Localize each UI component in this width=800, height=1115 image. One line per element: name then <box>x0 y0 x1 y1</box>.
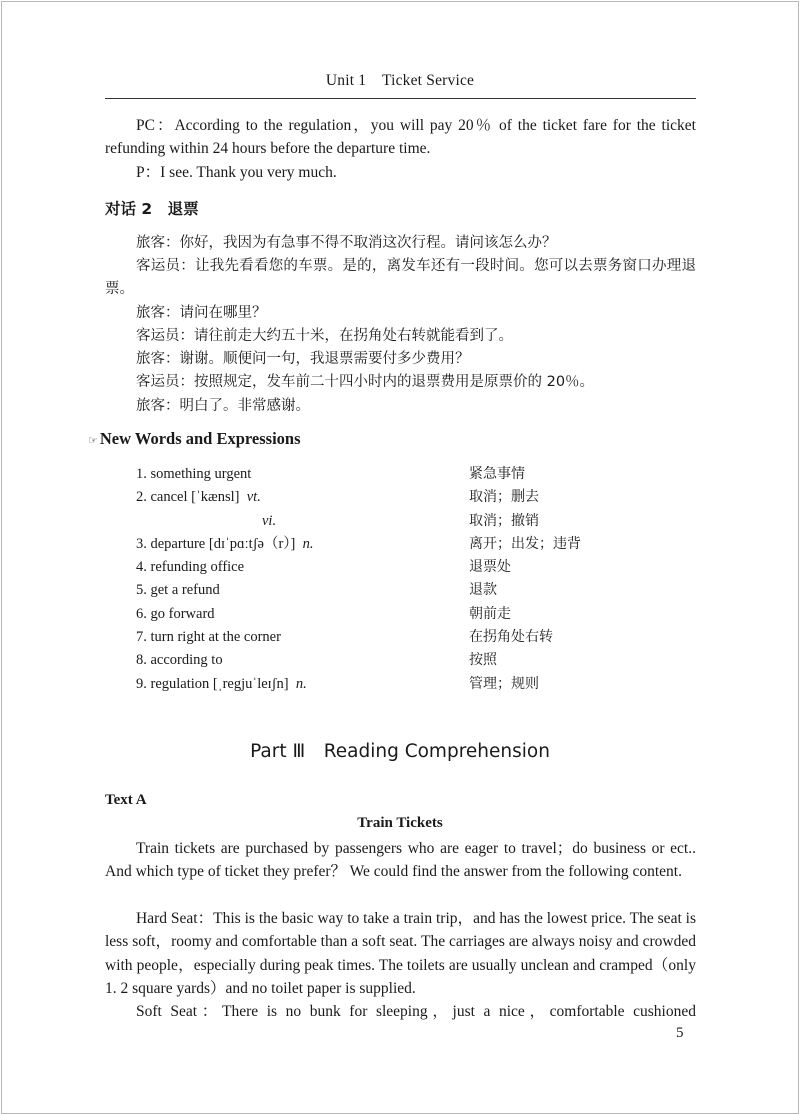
part-title: Part Ⅲ Reading Comprehension <box>250 741 550 762</box>
vocab-term: 7. turn right at the corner <box>136 629 281 646</box>
vocab-term: 1. something urgent <box>136 466 252 482</box>
text-title: Train Tickets <box>357 815 443 831</box>
vocab-item <box>136 626 696 649</box>
dialogue2-line: 旅客：请问在哪里？ <box>136 305 267 321</box>
vocab-term-line <box>136 673 307 696</box>
dialogue-line-pc: PC：According to the regulation，you will pay 20％ of the ticket fare for the ticket refunding within 24 hours before the departure time. <box>105 117 696 158</box>
dialogue2-line: 旅客：明白了。非常感谢。 <box>136 398 310 414</box>
body-paragraph: Train tickets are purchased by passengers who are eager to travel；do business or ect.. And which type of ticket they prefer？ We could find the answer from the following content. <box>105 840 696 881</box>
vocab-term: 2. cancel [ˈkænsl] <box>136 489 240 506</box>
vocab-pos: n. <box>302 535 314 552</box>
vocab-item <box>136 486 696 509</box>
vocab-meaning: 紧急事情 <box>469 466 525 482</box>
vocab-meaning: 朝前走 <box>469 605 511 622</box>
vocab-pos: vt. <box>246 489 261 506</box>
vocab-item <box>136 510 696 533</box>
page-number: 5 <box>676 1025 684 1041</box>
dialogue2-line: 旅客：谢谢。顺便问一句，我退票需要付多少费用？ <box>136 351 470 367</box>
dialogue2-line: 旅客：你好，我因为有急事不得不取消这次行程。请问该怎么办？ <box>136 235 557 251</box>
pointing-hand-icon: ☞ <box>88 435 98 447</box>
vocab-term: 4. refunding office <box>136 559 245 576</box>
dialogue2-line: 客运员：请往前走大约五十米，在拐角处右转就能看到了。 <box>136 328 513 344</box>
vocab-item <box>136 649 696 672</box>
running-head: Unit 1 Ticket Service <box>325 72 475 89</box>
vocab-term: 9. regulation [ˌregjuˈleɪʃn] <box>136 675 289 692</box>
vocab-term-line <box>136 533 314 556</box>
vocab-meaning: 按照 <box>469 652 497 669</box>
new-words-heading-text: New Words and Expressions <box>99 429 301 448</box>
dialogue-line-p: P：I see. Thank you very much. <box>136 164 337 181</box>
vocab-meaning: 取消；删去 <box>469 489 539 506</box>
vocab-term: 6. go forward <box>136 605 215 622</box>
vocab-term: 3. departure [dɪˈpɑːtʃə（r）] <box>136 535 296 552</box>
vocab-term-line <box>262 510 276 533</box>
vocab-meaning: 退票处 <box>469 559 511 576</box>
vocab-term-line <box>136 486 261 509</box>
new-words-heading <box>88 429 301 449</box>
vocab-meaning: 取消；撤销 <box>469 512 539 529</box>
vocab-meaning: 管理；规则 <box>469 675 539 692</box>
dialogue2-heading: 对话 2 退票 <box>105 200 199 218</box>
vocabulary-list <box>136 463 696 696</box>
header-rule <box>105 98 696 99</box>
vocab-meaning: 退款 <box>469 582 497 599</box>
vocab-pos: n. <box>295 675 307 692</box>
vocab-item <box>136 673 696 696</box>
vocab-meaning: 在拐角处右转 <box>469 629 553 646</box>
vocab-item <box>136 603 696 626</box>
text-label: Text A <box>105 792 147 808</box>
vocab-pos: vi. <box>262 512 277 529</box>
vocab-term: 8. according to <box>136 652 223 669</box>
vocab-item <box>136 533 696 556</box>
vocab-item <box>136 463 696 486</box>
dialogue2-line: 客运员：按照规定，发车前二十四小时内的退票费用是原票价的 20％。 <box>136 374 595 390</box>
dialogue2-line: 客运员：让我先看看您的车票。是的，离发车还有一段时间。您可以去票务窗口办理退票。 <box>105 258 696 298</box>
body-paragraph: Soft Seat：There is no bunk for sleeping，just a nice，comfortable cushioned <box>136 1003 696 1020</box>
vocab-meaning: 离开；出发；违背 <box>469 535 581 552</box>
body-paragraph: Hard Seat：This is the basic way to take a train trip，and has the lowest price. The seat is less soft，roomy and comfortable than a soft seat. The carriages are always noisy and crowded with people，especially during peak times. The toilets are usually unclean and cramped（only 1. 2 square yards）and no toilet paper is supplied. <box>105 910 696 997</box>
vocab-term: 5. get a refund <box>136 582 220 599</box>
vocab-item <box>136 579 696 602</box>
vocab-item <box>136 556 696 579</box>
